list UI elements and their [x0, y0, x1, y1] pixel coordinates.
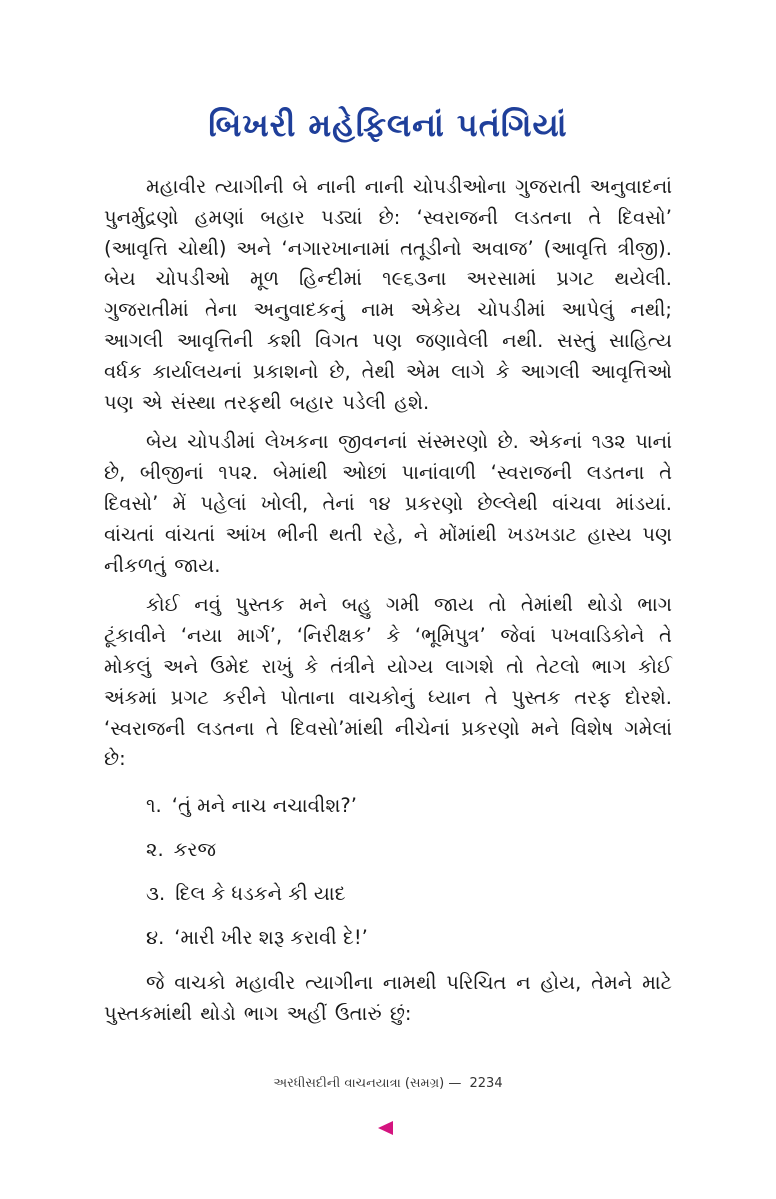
- paragraph-3: કોઈ નવું પુસ્તક મને બહુ ગમી જાય તો તેમાંથી થોડો ભાગ ટૂંકાવીને ‘નયા માર્ગ’, ‘નિરીક્ષક’ કે ‘ભૂમિપુત્ર’ જેવાં પખવાડિકોને તે મોકલું અને ઉમેદ રાખું કે તંત્રીને યોગ્ય લાગશે તો તેટલો ભાગ કોઈ અંકમાં પ્રગટ કરીને પોતાના વાચકોનું ધ્યાન તે પુસ્તક તરફ દોરશે. ‘સ્વરાજની લડતના તે દિવસો’માંથી નીચેનાં પ્રકરણો મને વિશેષ ગમેલાં છે:: [104, 593, 672, 771]
- list-item-text: ‘મારી ખીર શરૂ કરાવી દે!’: [174, 926, 368, 950]
- list-item: [104, 784, 672, 828]
- list-item-text: કરજ: [173, 838, 216, 862]
- footer-page-number: 2234: [469, 1076, 503, 1091]
- footer-book-title: અરધીસદીની વાચનયાત્રા (સમગ્ર) —: [273, 1076, 462, 1091]
- list-item-number: ૧.: [146, 794, 162, 818]
- list-item-number: ૩.: [146, 882, 166, 906]
- article-body: [104, 172, 672, 1039]
- triangle-left-icon[interactable]: [378, 1121, 393, 1135]
- paragraph-1: મહાવીર ત્યાગીની બે નાની નાની ચોપડીઓના ગુજરાતી અનુવાદનાં પુનર્મુદ્રણો હમણાં બહાર પડ્યાં છે: ‘સ્વરાજની લડતના તે દિવસો’ (આવૃત્તિ ચોથી) અને ‘નગારખાનામાં તતૂડીનો અવાજ’ (આવૃત્તિ ત્રીજી). બેય ચોપડીઓ મૂળ હિન્દીમાં ૧૯૬૩ના અરસામાં પ્રગટ થયેલી. ગુજરાતીમાં તેના અનુવાદકનું નામ એકેય ચોપડીમાં આપેલું નથી; આગલી આવૃત્તિની કશી વિગત પણ જણાવેલી નથી. સસ્તું સાહિત્ય વર્ધક કાર્યાલયનાં પ્રકાશનો છે, તેથી એમ લાગે કે આગલી આવૃત્તિઓ પણ એ સંસ્થા તરફથી બહાર પડેલી હશે.: [104, 175, 672, 414]
- page-footer: [0, 1076, 776, 1091]
- list-item-text: દિલ કે ધડકને કી યાદ: [175, 882, 346, 906]
- page-title: બિખરી મહેફિલનાં પતંગિયાં: [208, 106, 568, 144]
- list-item: [104, 872, 672, 916]
- chapter-list: [104, 784, 672, 960]
- list-item-text: ‘તું મને નાચ નચાવીશ?’: [171, 794, 357, 818]
- paragraph-2: બેય ચોપડીમાં લેખકના જીવનનાં સંસ્મરણો છે. એકનાં ૧૩૨ પાનાં છે, બીજીનાં ૧૫૨. બેમાંથી ઓછાં પાનાંવાળી ‘સ્વરાજની લડતના તે દિવસો’ મેં પહેલાં ખોલી, તેનાં ૧૪ પ્રકરણો છેલ્લેથી વાંચવા માંડયાં. વાંચતાં વાંચતાં આંખ ભીની થતી રહે, ને મોંમાંથી ખડખડાટ હાસ્ય પણ નીકળતું જાય.: [104, 430, 672, 577]
- list-item-number: ૨.: [146, 838, 164, 862]
- paragraph-closing: જે વાચકો મહાવીર ત્યાગીના નામથી પરિચિત ન હોય, તેમને માટે પુસ્તકમાંથી થોડો ભાગ અહીં ઉતારું છું:: [104, 971, 672, 1025]
- list-item: [104, 828, 672, 872]
- list-item-number: ૪.: [146, 926, 165, 950]
- list-item: [104, 916, 672, 960]
